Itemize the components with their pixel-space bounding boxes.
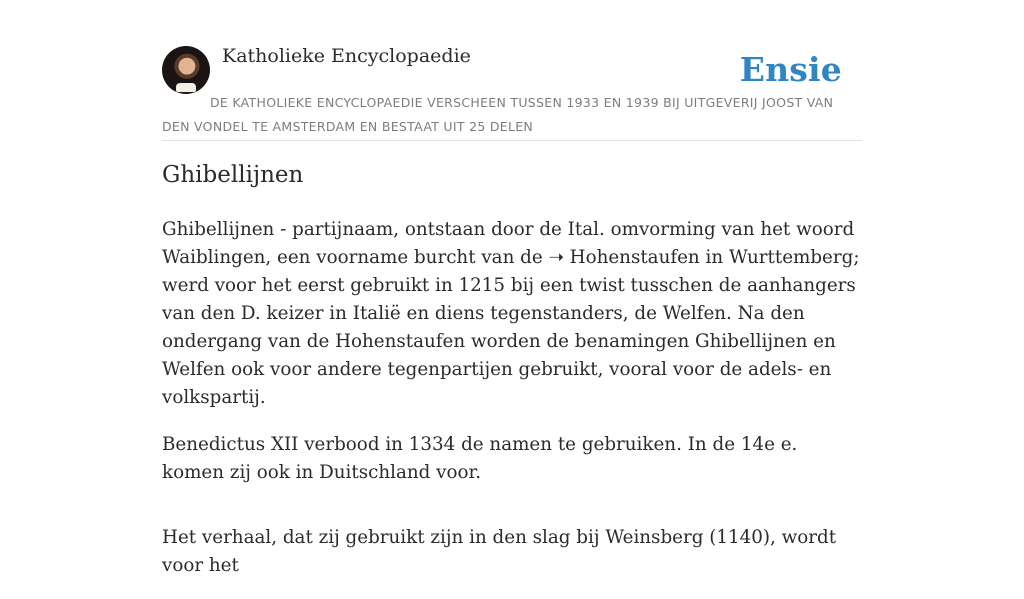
- article-body: [162, 216, 862, 599]
- article-paragraph: Ghibellijnen - partijnaam, ontstaan door de Ital. omvorming van het woord Waiblingen, een voorname burcht van de ➝ Hohenstaufen in Wurttemberg; werd voor het eerst gebruikt in 1215 bij een twist tusschen de aanhangers van den D. keizer in Italië en diens tegenstanders, de Welfen. Na den ondergang van de Hohenstaufen worden de benamingen Ghibellijnen en Welfen ook voor andere tegenpartijen gebruikt, vooral voor de adels- en volkspartij.: [162, 219, 860, 408]
- article-paragraph: Het verhaal, dat zij gebruikt zijn in den slag bij Weinsberg (1140), wordt voor het: [162, 527, 837, 576]
- ensie-logo[interactable]: Ensie: [739, 50, 842, 89]
- site-name[interactable]: Katholieke Encyclopaedie: [222, 45, 471, 67]
- page-container: [162, 0, 862, 576]
- article-paragraph: Benedictus XII verbood in 1334 de namen te gebruiken. In de 14e e. komen zij ook in Duitschland voor.: [162, 434, 798, 483]
- site-tagline: DE KATHOLIEKE ENCYCLOPAEDIE VERSCHEEN TUSSEN 1933 EN 1939 BIJ UITGEVERIJ JOOST VAN DEN VONDEL TE AMSTERDAM EN BESTAAT UIT 25 DELEN: [162, 95, 834, 134]
- site-avatar[interactable]: [162, 46, 210, 94]
- site-header: [162, 0, 862, 141]
- article-title: Ghibellijnen: [162, 162, 304, 188]
